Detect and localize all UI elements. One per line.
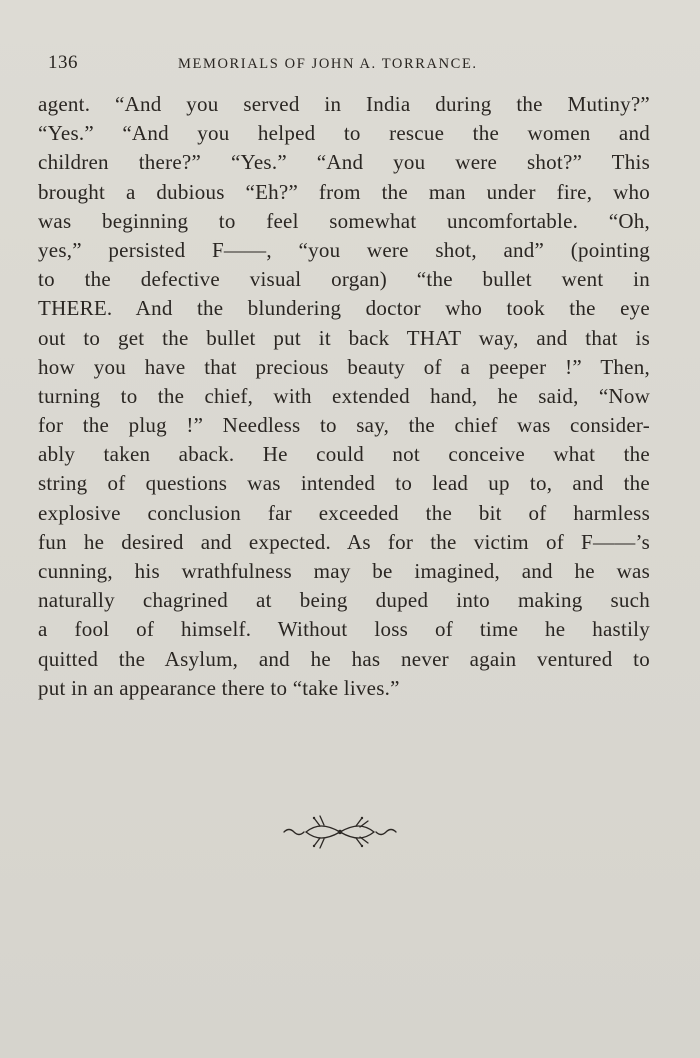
text-line: “Yes.” “And you helped to rescue the women and	[38, 121, 650, 146]
page-header	[40, 52, 650, 76]
running-head: MEMORIALS OF JOHN A. TORRANCE.	[178, 56, 478, 72]
text-line: explosive conclusion far exceeded the bit of harmless	[38, 500, 650, 525]
text-line: cunning, his wrathfulness may be imagined, and he was	[38, 559, 650, 583]
text-line: fun he desired and expected. As for the victim of F——’s	[38, 529, 650, 554]
text-line: turning to the chief, with extended hand, he said, “Now	[38, 383, 650, 408]
text-line-last: put in an appearance there to “take lives.”	[38, 675, 400, 700]
text-line: naturally chagrined at being duped into making such	[38, 588, 650, 613]
text-line: out to get the bullet put it back THAT way, and that is	[38, 325, 650, 350]
text-line: how you have that precious beauty of a peeper !” Then,	[38, 354, 650, 379]
text-line: for the plug !” Needless to say, the chief was consider-	[38, 413, 650, 438]
text-line: was beginning to feel somewhat uncomfortable. “Oh,	[38, 208, 650, 233]
text-line: ably taken aback. He could not conceive what the	[38, 442, 650, 467]
page-number: 136	[48, 52, 78, 73]
body-text	[38, 90, 650, 703]
text-line: yes,” persisted F——, “you were shot, and” (pointing	[38, 237, 650, 262]
text-line: to the defective visual organ) “the bullet went in	[38, 267, 650, 292]
tailpiece-ornament-icon	[280, 812, 400, 852]
text-line: string of questions was intended to lead up to, and the	[38, 471, 650, 496]
text-line: THERE. And the blundering doctor who took the eye	[38, 296, 650, 321]
text-line: agent. “And you served in India during the Mutiny?”	[38, 92, 650, 116]
text-line: brought a dubious “Eh?” from the man under fire, who	[38, 179, 650, 204]
text-line: children there?” “Yes.” “And you were shot?” This	[38, 150, 650, 175]
text-line: a fool of himself. Without loss of time he hastily	[38, 617, 650, 642]
text-line: quitted the Asylum, and he has never again ventured to	[38, 646, 650, 671]
